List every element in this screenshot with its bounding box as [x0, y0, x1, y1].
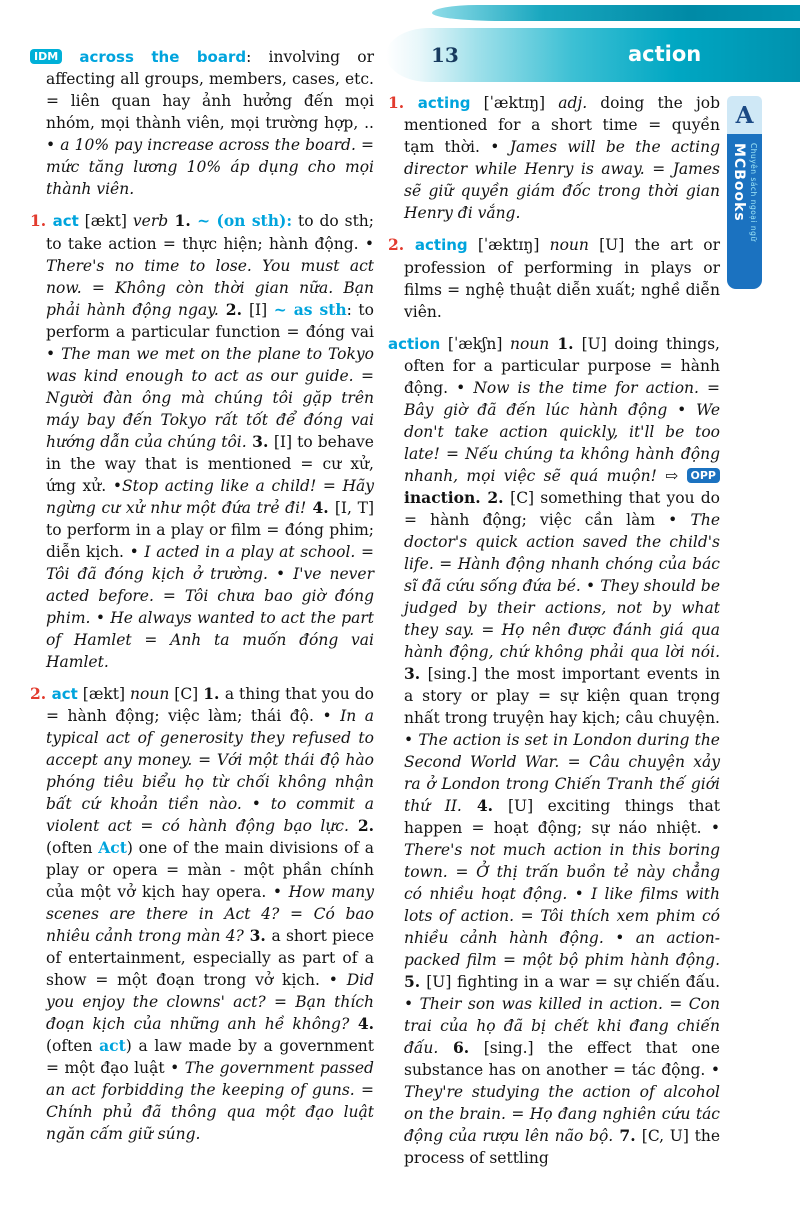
entry-action: action [ˈækʃn] noun 1. [U] doing things, often for a particular purpose = hành động. • Now is the time for action. = Bây giờ đã đến lúc hành động • We don't take action quickly, it'll be too late! = Nếu chúng ta không hành động nhanh, mọi việc sẽ quá muộn! ⇨ OPP inaction. 2. [C] something that you do = hành động; việc cần làm • The doctor's quick action saved the child's life. = Hành động nhanh chóng của bác sĩ đã cứu sống đứa bé. • They should be judged by their actions, not by what they say. = Họ nên được đánh giá qua hành động, chứ không phải qua lời nói. 3. [sing.] the most important events in a story or play = sự kiện quan trọng nhất trong truyện hay kịch; câu chuyện. • The action is set in London during the Second World War. = Câu chuyện xảy ra ở London trong Chiến Tranh thế giới thứ II. 4. [U] exciting things that happen = hoạt động; sự náo nhiệt. • There's not much action in this boring town. = Ở thị trấn buồn tẻ này chẳng có nhiều hoạt động. • I like films with lots of action. = Tôi thích xem phim có nhiều cảnh hành động. • an action-packed film = một bộ phim hành động. 5. [U] fighting in a war = sự chiến đấu. • Their son was killed in action. = Con trai của họ đã bị chết khi đang chiến đấu. 6. [sing.] the effect that one substance has on another = tác động. • They're studying the action of alcohol on the brain. = Họ đang nghiên cứu tác động của rượu lên não bộ. 7. [C, U] the process of settling [388, 333, 721, 1167]
entry-acting-noun: 2. acting [ˈæktɪŋ] noun [U] the art or profession of performing in plays or films = nghệ thuật diễn xuất; nghề diễn viên. [388, 235, 721, 321]
homograph-number: 1. [388, 93, 418, 112]
entry-act-noun: 2. act [ækt] noun [C] 1. a thing that you do = hành động; việc làm; thái độ. • In a typical act of generosity they refused to accept any money. = Với một thái độ hào phóng tiêu biểu họ từ chối không nhận bất cứ khoản tiền nào. • to commit a violent act = có hành động bạo lực. 2. (often Act) one of the main divisions of a play or opera = màn - một phần chính của một vở kịch hay opera. • How many scenes are there in Act 4? = Có bao nhiêu cảnh trong màn 4? 3. a short piece of entertainment, especially as part of a show = một đoạn trong vở kịch. • Did you enjoy the clowns' act? = Bạn thích đoạn kịch của những anh hề không? 4. (often act) a law made by a government = một đạo luật • The government passed an act forbidding the keeping of guns. = Chính phủ đã thông qua một đạo luật ngăn cấm giữ súng. [30, 683, 375, 1143]
headword: action [388, 334, 441, 353]
homograph-number: 2. [30, 683, 52, 703]
homograph-number: 2. [388, 235, 415, 255]
header-swoosh [432, 5, 800, 21]
alphabet-letter: A [727, 96, 762, 134]
entry-act-verb: 1. act [ækt] verb 1. ~ (on sth): to do sth; to take action = thực hiện; hành động. • There's no time to lose. You must act now. = Không còn thời gian nữa. Bạn phải hành động ngay. 2. [I] ~ as sth: to perform a particular function = đóng vai • The man we met on the plane to Tokyo was kind enough to act as our guide. = Người đàn ông mà chúng tôi gặp trên máy bay đến Tokyo rất tốt để đóng vai hướng dẫn của chúng tôi. 3. [I] to behave in the way that is mentioned = cư xử, ứng xử. •Stop acting like a child! = Hãy ngừng cư xử như một đứa trẻ đi! 4. [I, T] to perform in a play or film = đóng phim; diễn kịch. • I acted in a play at school. = Tôi đã đóng kịch ở trường. • I've never acted before. = Tôi chưa bao giờ đóng phim. • He always wanted to act the part of Hamlet = Anh ta muốn đóng vai Hamlet. [30, 211, 375, 671]
headword: acting [417, 94, 471, 112]
entry-across-the-board: IDM across the board: involving or affecting all groups, members, cases, etc. = liên quan hay ảnh hưởng đến mọi nhóm, mọi thành viên, mọi trường hợp, .. • a 10% pay increase across the board. = mức tăng lương 10% áp dụng cho mọi thành viên. [30, 46, 374, 200]
idm-badge: IDM [30, 49, 62, 64]
headword: act [52, 212, 79, 231]
homograph-number: 1. [30, 211, 53, 231]
brand-tagline: Chuyên sách ngoại ngữ [749, 143, 758, 242]
alphabet-tab [727, 96, 762, 289]
headword: across the board [79, 48, 247, 66]
headword: act [51, 684, 78, 703]
entry-acting-adj: 1. acting [ˈæktɪŋ] adj. doing the job mentioned for a short time = quyền tạm thời. • James will be the acting director while Henry is away. = James sẽ giữ quyền giám đốc trong thời gian Henry đi vắng. [388, 93, 721, 223]
guide-word: action [628, 42, 702, 66]
left-column [30, 46, 374, 1155]
right-column [388, 92, 720, 1179]
brand-strip [727, 134, 762, 289]
headword: acting [414, 236, 468, 255]
brand-name: MCBooks [731, 143, 747, 222]
page-number: 13 [431, 43, 459, 67]
opp-badge: OPP [687, 468, 720, 483]
